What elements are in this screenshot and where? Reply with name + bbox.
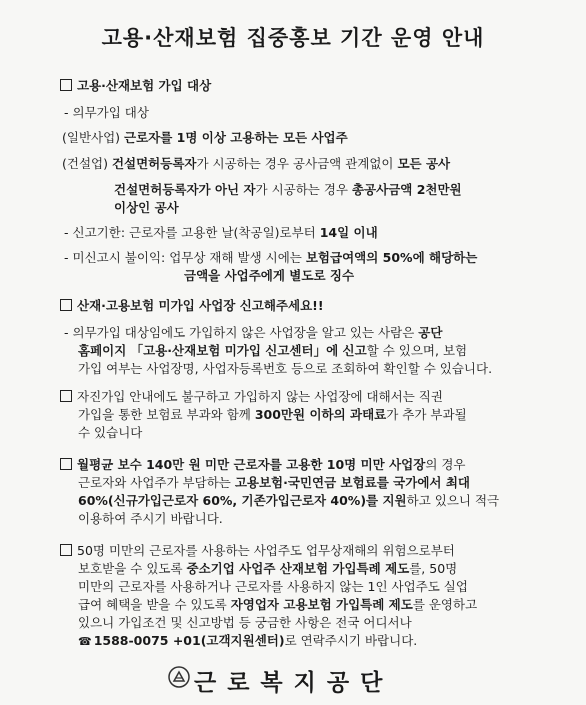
special-line-2: 보호받을 수 있도록 중소기업 사업주 산재보험 가입특례 제도를, 50명 — [78, 561, 458, 576]
checkbox-square-icon — [60, 299, 72, 311]
support-line-2: 근로자와 사업주가 부담하는 고용보험·국민연금 보험료를 국가에서 최대 — [78, 475, 470, 490]
report-line-2: 홈페이지 「고용·산재보험 미가입 신고센터」에 신고할 수 있으며, 보험 — [78, 343, 468, 358]
page-title: 고용·산재보험 집중홍보 기간 운영 안내 — [101, 26, 485, 50]
report-line-1: - 의무가입 대상임에도 가입하지 않은 사업장을 알고 있는 사람은 공단 — [64, 325, 443, 340]
construction-line-1: (건설업) 건설면허등록자가 시공하는 경우 공사금액 관계없이 모든 공사 — [62, 156, 451, 171]
phone-number: 1588-0075 +01(고객지원센터) — [93, 633, 285, 648]
special-line-1: 50명 미만의 근로자를 사용하는 사업주도 업무상재해의 위험으로부터 — [60, 542, 455, 560]
section-1-heading: 고용·산재보험 가입 대상 — [60, 77, 211, 95]
checkbox-square-icon — [60, 458, 72, 470]
mandatory-label: - 의무가입 대상 — [64, 105, 149, 120]
deadline-line: - 신고기한: 근로자를 고용한 날(착공일)로부터 14일 이내 — [64, 225, 378, 240]
penalty-line-1: - 미신고시 불이익: 업무상 재해 발생 시에는 보험급여액의 50%에 해당하는 — [64, 250, 478, 265]
special-line-4: 급여 혜택을 받을 수 있도록 자영업자 고용보험 가입특례 제도를 운영하고 — [78, 597, 478, 612]
construction-line-3: 이상인 공사 — [114, 200, 179, 215]
section-2-heading: 산재·고용보험 미가입 사업장 신고해주세요!! — [60, 297, 324, 315]
special-line-3: 미만의 근로자를 사용하거나 근로자를 사용하지 않는 1인 사업주도 실업 — [78, 579, 468, 594]
report-line-3: 가입 여부는 사업장명, 사업자등록번호 등으로 조회하여 확인할 수 있습니다. — [78, 361, 493, 376]
contact-line: ☎ 1588-0075 +01(고객지원센터)로 연락주시기 바랍니다. — [78, 633, 418, 648]
support-line-3: 60%(신규가입근로자 60%, 기존가입근로자 40%)를 지원하고 있으니 적극 — [78, 493, 500, 508]
footer — [168, 664, 428, 694]
checkbox-square-icon — [60, 79, 72, 91]
support-line-1: 월평균 보수 140만 원 미만 근로자를 고용한 10명 미만 사업장의 경우 — [60, 456, 466, 474]
checkbox-square-icon — [60, 544, 72, 556]
fine-line-2: 가입을 통한 보험료 부과와 함께 300만원 이하의 과태료가 추가 부과될 — [78, 407, 467, 422]
support-line-4: 이용하여 주시기 바랍니다. — [78, 511, 223, 526]
construction-line-2: 건설면허등록자가 아닌 자가 시공하는 경우 총공사금액 2천만원 — [114, 182, 462, 197]
org-logo-icon — [168, 666, 190, 688]
penalty-line-2: 금액을 사업주에게 별도로 징수 — [184, 268, 355, 283]
special-line-5: 있으니 가입조건 및 신고방법 등 궁금한 사항은 전국 어디서나 — [78, 615, 412, 630]
phone-icon: ☎ — [78, 635, 92, 648]
checkbox-square-icon — [60, 390, 72, 402]
org-name: 근로복지공단 — [194, 670, 394, 696]
fine-line-3: 수 있습니다 — [78, 425, 143, 440]
general-business-line: (일반사업) 근로자를 1명 이상 고용하는 모든 사업주 — [62, 130, 348, 145]
fine-line-1: 자진가입 안내에도 불구하고 가입하지 않는 사업장에 대해서는 직권 — [60, 388, 443, 406]
